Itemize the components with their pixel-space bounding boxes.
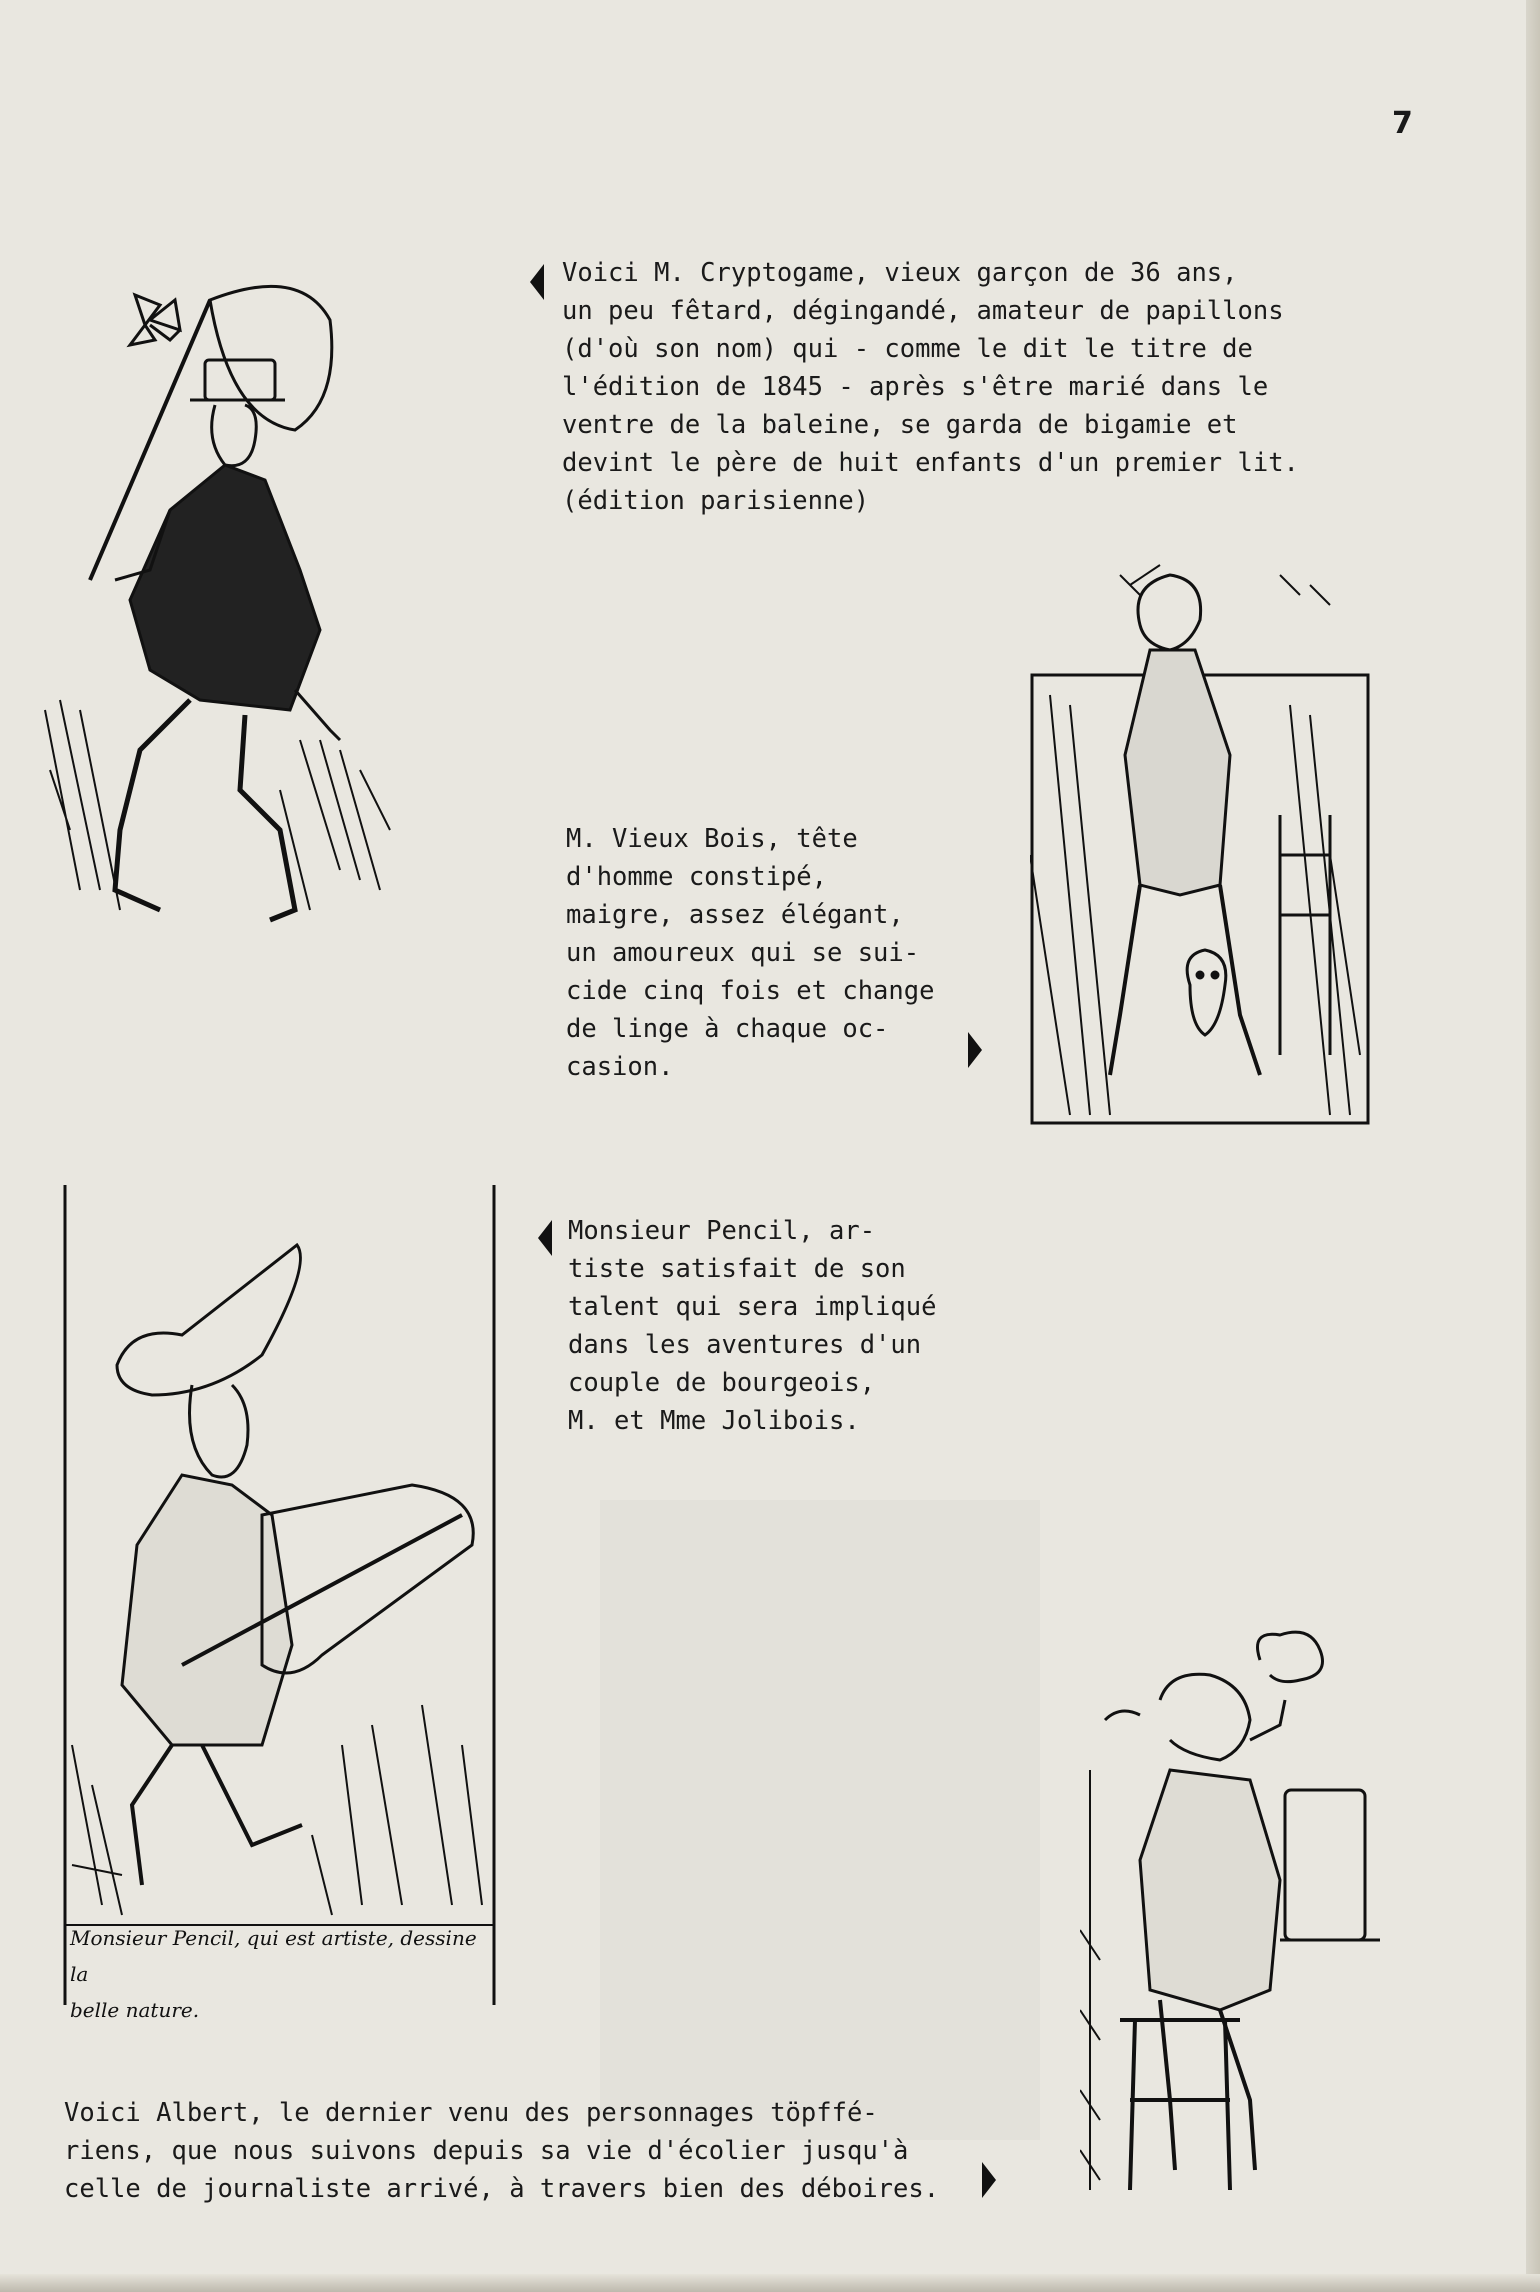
text-line: maigre, assez élégant, [566, 900, 904, 930]
text-line: Voici M. Cryptogame, vieux garçon de 36 ans, [562, 258, 1238, 288]
caption-line: belle nature. [70, 1998, 200, 2022]
pointer-left-icon [534, 1218, 554, 1258]
illustration-vieux-bois [1030, 555, 1370, 1125]
paragraph-albert [64, 2094, 964, 2208]
text-line: casion. [566, 1052, 674, 1082]
text-line: (d'où son nom) qui - comme le dit le titre de [562, 334, 1253, 364]
illustration-pencil [62, 1185, 498, 2005]
text-line: l'édition de 1845 - après s'être marié dans le [562, 372, 1269, 402]
text-line: celle de journaliste arrivé, à travers bien des déboires. [64, 2174, 940, 2204]
text-line: talent qui sera impliqué [568, 1292, 937, 1322]
paragraph-vieux-bois [566, 820, 952, 1086]
text-line: de linge à chaque oc- [566, 1014, 889, 1044]
text-line: couple de bourgeois, [568, 1368, 876, 1398]
illustration-cryptogame [40, 270, 460, 950]
text-line: Monsieur Pencil, ar- [568, 1216, 876, 1246]
text-line: un peu fêtard, dégingandé, amateur de papillons [562, 296, 1284, 326]
illustration-caption [70, 1920, 490, 2028]
text-line: un amoureux qui se sui- [566, 938, 920, 968]
text-line: tiste satisfait de son [568, 1254, 906, 1284]
pointer-right-icon [980, 2160, 1000, 2200]
bleed-through [600, 1500, 1040, 2140]
paragraph-pencil [568, 1212, 952, 1440]
illustration-albert [1080, 1630, 1380, 2200]
page-number: 7 [1392, 106, 1413, 141]
text-line: riens, que nous suivons depuis sa vie d'écolier jusqu'à [64, 2136, 909, 2166]
text-line: d'homme constipé, [566, 862, 827, 892]
page-bottom-shadow [0, 2274, 1540, 2292]
text-line: Voici Albert, le dernier venu des personnages töpffé- [64, 2098, 878, 2128]
pointer-right-icon [966, 1030, 986, 1070]
text-line: M. Vieux Bois, tête [566, 824, 858, 854]
caption-line: Monsieur Pencil, qui est artiste, dessine la [70, 1926, 477, 1986]
text-line: devint le père de huit enfants d'un premier lit. [562, 448, 1299, 478]
text-line: cide cinq fois et change [566, 976, 935, 1006]
text-line: dans les aventures d'un [568, 1330, 922, 1360]
pointer-left-icon [526, 262, 546, 302]
text-line: M. et Mme Jolibois. [568, 1406, 860, 1436]
paragraph-cryptogame [562, 254, 1362, 520]
text-line: ventre de la baleine, se garda de bigamie et [562, 410, 1238, 440]
page-edge-shadow [1526, 0, 1540, 2292]
text-line: (édition parisienne) [562, 486, 870, 516]
